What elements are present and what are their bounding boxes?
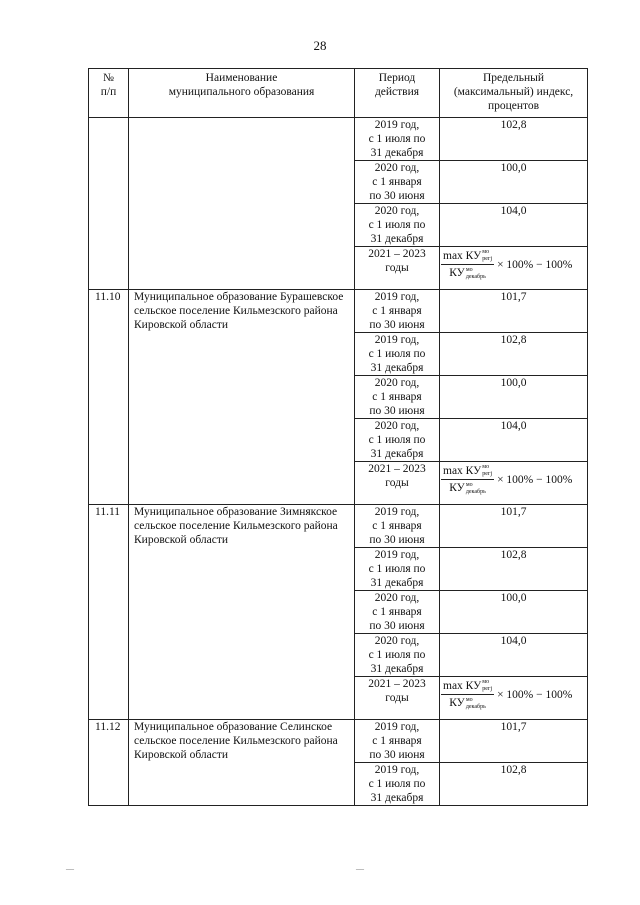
formula-tail: × 100% − 100% [497, 688, 573, 701]
formula-fraction [441, 249, 494, 281]
formula-denominator [447, 695, 488, 710]
formula-sub: декабрь [465, 273, 486, 280]
formula-tail: × 100% − 100% [497, 258, 573, 271]
index-value: 100,0 [440, 376, 588, 419]
index-value: 104,0 [440, 419, 588, 462]
index-value: 104,0 [440, 634, 588, 677]
formula-indices [466, 482, 486, 496]
formula-max-ku: max КУ [443, 250, 482, 262]
row-number: 11.10 [89, 290, 129, 505]
row-number [89, 118, 129, 290]
formula-denominator [447, 265, 488, 280]
formula-sup: мо [482, 249, 490, 256]
formula-indices [482, 679, 492, 693]
header-period [355, 69, 440, 118]
index-value: 100,0 [440, 591, 588, 634]
formula-indices [482, 464, 492, 478]
formula-numerator [441, 249, 494, 265]
municipality-name: Муниципальное образование Бурашевское сельское поселение Кильмезского района Кировской области [129, 290, 355, 505]
table-row [89, 505, 588, 548]
formula-max-ku: max КУ [443, 465, 482, 477]
index-value: 104,0 [440, 204, 588, 247]
formula-sup: мо [465, 481, 473, 488]
formula-indices [482, 249, 492, 263]
formula-sub: декабрь [465, 488, 486, 495]
period-cell: 2021 – 2023 годы [355, 247, 440, 290]
index-formula [440, 247, 588, 290]
period-cell: 2021 – 2023 годы [355, 677, 440, 720]
period-cell: 2019 год, с 1 января по 30 июня [355, 720, 440, 763]
period-cell: 2019 год, с 1 июля по 31 декабря [355, 548, 440, 591]
page-number: 28 [313, 38, 327, 53]
period-cell: 2019 год, с 1 июля по 31 декабря [355, 118, 440, 161]
formula-sub: регj [482, 686, 493, 693]
scan-artifact-mark: _ _ [356, 862, 363, 871]
formula-sup: мо [482, 679, 490, 686]
formula-sub: регj [482, 471, 493, 478]
municipality-name: Муниципальное образование Селинское сельское поселение Кильмезского района Кировской области [129, 720, 355, 806]
formula [441, 249, 586, 281]
formula-ku: КУ [449, 697, 465, 710]
formula-fraction [441, 464, 494, 496]
header-num-label: № п/п [100, 72, 117, 98]
period-cell: 2020 год, с 1 июля по 31 декабря [355, 204, 440, 247]
index-value: 102,8 [440, 333, 588, 376]
formula-numerator [441, 464, 494, 480]
table-row [89, 118, 588, 161]
formula-ku: КУ [449, 267, 465, 280]
period-cell: 2020 год, с 1 июля по 31 декабря [355, 419, 440, 462]
formula-ku: КУ [449, 482, 465, 495]
scan-artifact-mark: _ _ [66, 862, 73, 871]
table-row [89, 290, 588, 333]
formula [441, 679, 586, 711]
header-period-label: Период действия [374, 72, 420, 98]
period-cell: 2021 – 2023 годы [355, 462, 440, 505]
formula-sub: декабрь [465, 703, 486, 710]
header-name [129, 69, 355, 118]
formula-indices [466, 267, 486, 281]
period-cell: 2020 год, с 1 июля по 31 декабря [355, 634, 440, 677]
municipality-name: Муниципальное образование Зимнякское сельское поселение Кильмезского района Кировской области [129, 505, 355, 720]
formula-fraction [441, 679, 494, 711]
formula-indices [466, 697, 486, 711]
period-cell: 2020 год, с 1 января по 30 июня [355, 376, 440, 419]
formula-sup: мо [465, 266, 473, 273]
header-index-label: Предельный (максимальный) индекс, процентов [453, 72, 574, 112]
header-index [440, 69, 588, 118]
index-value: 100,0 [440, 161, 588, 204]
header-name-label: Наименование муниципального образования [168, 72, 315, 98]
row-number: 11.11 [89, 505, 129, 720]
formula-tail: × 100% − 100% [497, 473, 573, 486]
table-row [89, 720, 588, 763]
municipality-name [129, 118, 355, 290]
header-num [89, 69, 129, 118]
period-cell: 2020 год, с 1 января по 30 июня [355, 161, 440, 204]
index-formula [440, 677, 588, 720]
row-number: 11.12 [89, 720, 129, 806]
index-value: 101,7 [440, 505, 588, 548]
period-cell: 2020 год, с 1 января по 30 июня [355, 591, 440, 634]
formula-max-ku: max КУ [443, 680, 482, 692]
period-cell: 2019 год, с 1 января по 30 июня [355, 505, 440, 548]
tariff-index-table [88, 68, 588, 806]
formula-sup: мо [465, 696, 473, 703]
index-formula [440, 462, 588, 505]
formula [441, 464, 586, 496]
index-value: 102,8 [440, 118, 588, 161]
table-body [89, 118, 588, 806]
period-cell: 2019 год, с 1 июля по 31 декабря [355, 763, 440, 806]
period-cell: 2019 год, с 1 июля по 31 декабря [355, 333, 440, 376]
index-value: 102,8 [440, 763, 588, 806]
index-value: 102,8 [440, 548, 588, 591]
index-value: 101,7 [440, 290, 588, 333]
period-cell: 2019 год, с 1 января по 30 июня [355, 290, 440, 333]
formula-numerator [441, 679, 494, 695]
table-header-row [89, 69, 588, 118]
formula-denominator [447, 480, 488, 495]
formula-sub: регj [482, 256, 493, 263]
index-value: 101,7 [440, 720, 588, 763]
formula-sup: мо [482, 464, 490, 471]
